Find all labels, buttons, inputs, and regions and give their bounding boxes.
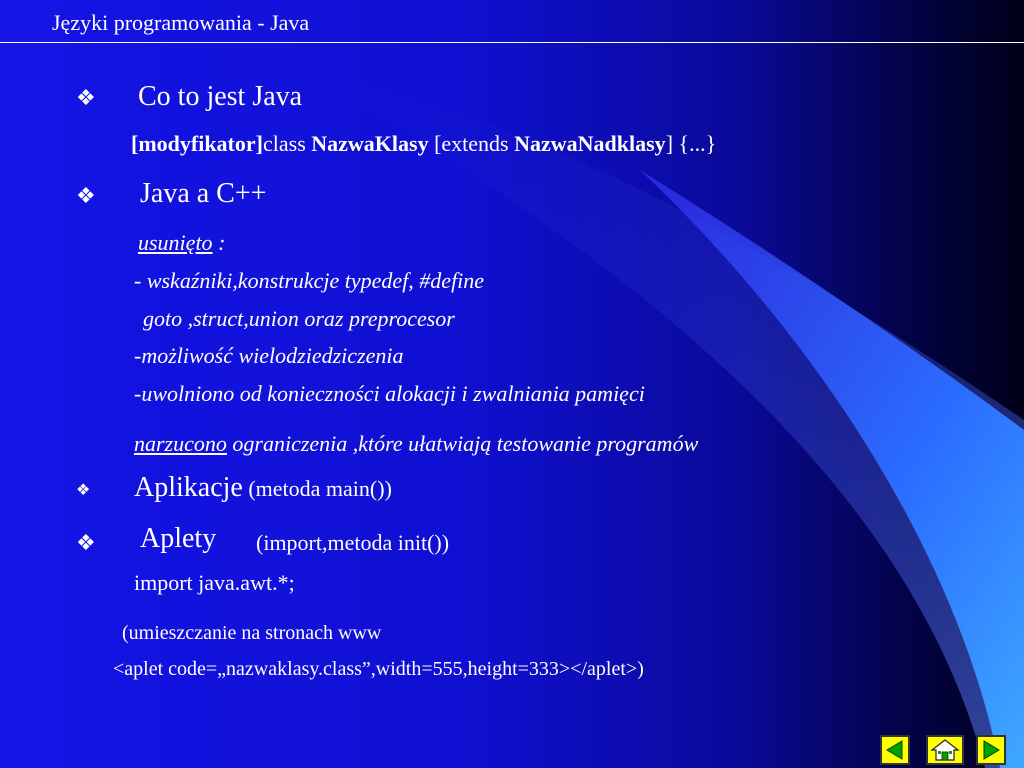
triangle-right-icon: [978, 737, 1004, 763]
aplikacje-word: Aplikacje: [134, 472, 243, 503]
removed-item-1: - wskaźniki,konstrukcje typedef, #define: [134, 268, 485, 293]
imposed-rest: ograniczenia ,które ułatwiają testowanie programów: [226, 431, 699, 456]
applet-code-line: <aplet code=„nazwaklasy.class”,width=555,height=333></aplet>): [113, 658, 644, 680]
removed-label: [138, 230, 225, 256]
next-slide-button[interactable]: [976, 735, 1006, 765]
prev-slide-button[interactable]: [880, 735, 910, 765]
removed-item-2: goto ,struct,union oraz preprocesor: [143, 306, 455, 331]
bullet-icon: ❖: [76, 183, 96, 208]
syntax-superclass: NazwaNadklasy: [514, 131, 666, 156]
heading-aplety: Aplety: [140, 523, 217, 554]
removed-item-4: -uwolniono od konieczności alokacji i zwalniania pamięci: [134, 381, 645, 406]
imposed-label: [134, 431, 698, 457]
imposed-word: narzucono: [134, 431, 227, 456]
removed-colon: :: [212, 230, 226, 255]
syntax-class: class: [262, 131, 312, 156]
heading-aplikacje: [134, 472, 392, 504]
class-syntax-line: [131, 131, 716, 157]
import-line: import java.awt.*;: [134, 570, 295, 595]
web-embed-note: (umieszczanie na stronach www: [122, 622, 382, 644]
heading-java-a-cpp: Java a C++: [140, 178, 267, 209]
removed-item-3: -możliwość wielodziedziczenia: [134, 343, 404, 368]
bullet-icon: ❖: [76, 530, 96, 555]
header-title: Języki programowania - Java: [52, 10, 310, 35]
syntax-extends: [extends: [428, 131, 515, 156]
syntax-modifier: [modyfikator]: [131, 131, 263, 156]
heading-co-to-jest-java: Co to jest Java: [138, 81, 303, 112]
bullet-icon: ❖: [76, 482, 91, 499]
syntax-classname: NazwaKlasy: [311, 131, 429, 156]
bullet-icon: ❖: [76, 85, 96, 110]
home-icon: [928, 737, 962, 763]
aplikacje-rest: (metoda main()): [242, 476, 392, 501]
header-divider: [0, 42, 1024, 43]
aplety-rest: (import,metoda init()): [256, 530, 450, 555]
removed-word: usunięto: [138, 230, 213, 255]
triangle-left-icon: [882, 737, 908, 763]
syntax-body: ] {...}: [665, 131, 717, 156]
home-button[interactable]: [926, 735, 964, 765]
